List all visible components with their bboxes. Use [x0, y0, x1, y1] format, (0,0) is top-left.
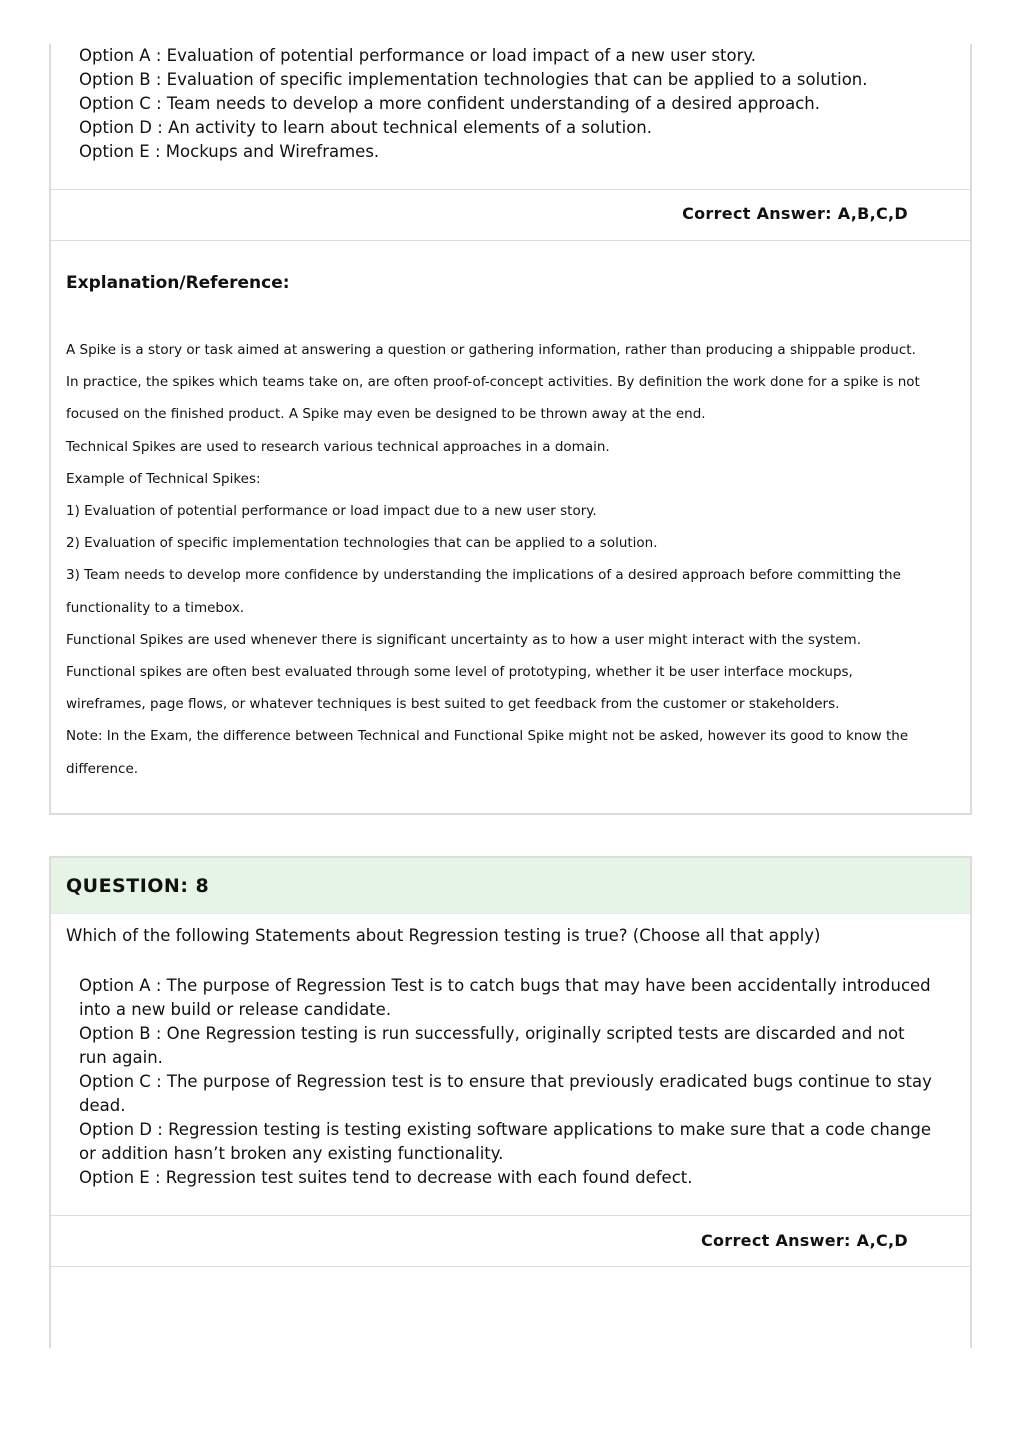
options-list: [79, 44, 940, 164]
divider: [51, 1215, 970, 1216]
question-title: QUESTION: 8: [66, 875, 210, 897]
option-d: Option D : An activity to learn about technical elements of a solution.: [79, 118, 652, 137]
correct-answer: Correct Answer: A,B,C,D: [682, 204, 908, 223]
explanation-line: In practice, the spikes which teams take on, are often proof-of-concept activities. By definition the work done for a spike is not: [66, 374, 920, 391]
option-c: Option C : Team needs to develop a more confident understanding of a desired approach.: [79, 94, 820, 113]
question-header: [51, 858, 970, 914]
explanation-line: A Spike is a story or task aimed at answering a question or gathering information, rather than producing a shippable product.: [66, 342, 916, 358]
explanation-line: 2) Evaluation of specific implementation technologies that can be applied to a solution.: [66, 535, 658, 552]
option-e: Option E : Mockups and Wireframes.: [79, 142, 380, 161]
question-card: [49, 856, 972, 1348]
options-list: [79, 974, 934, 1190]
explanation-title: Explanation/Reference:: [66, 273, 290, 293]
option-a: Option A : The purpose of Regression Test is to catch bugs that may have been accidentally introduced into a new build or release candidate.: [79, 976, 931, 1019]
explanation-line: Functional spikes are often best evaluated through some level of prototyping, whether it be user interface mockups,: [66, 664, 853, 681]
option-e: Option E : Regression test suites tend to decrease with each found defect.: [79, 1168, 693, 1187]
explanation-line: Note: In the Exam, the difference between Technical and Functional Spike might not be asked, however its good to know the: [66, 728, 909, 745]
explanation-line: wireframes, page flows, or whatever techniques is best suited to get feedback from the customer or stakeholders.: [66, 696, 840, 713]
explanation-line: Technical Spikes are used to research various technical approaches in a domain.: [66, 438, 610, 455]
option-b: Option B : Evaluation of specific implementation technologies that can be applied to a solution.: [79, 70, 868, 89]
explanation-line: 1) Evaluation of potential performance or load impact due to a new user story.: [66, 503, 597, 520]
explanation-body: [66, 334, 948, 785]
option-a: Option A : Evaluation of potential performance or load impact of a new user story.: [79, 46, 757, 65]
divider: [51, 240, 970, 241]
explanation-line: functionality to a timebox.: [66, 599, 245, 616]
correct-answer: Correct Answer: A,C,D: [700, 1231, 908, 1250]
option-d: Option D : Regression testing is testing existing software applications to make sure that a code change or addition hasn’t broken any existing functionality.: [79, 1120, 931, 1163]
divider: [51, 189, 970, 190]
option-c: Option C : The purpose of Regression test is to ensure that previously eradicated bugs continue to stay dead.: [79, 1072, 932, 1115]
question-text: Which of the following Statements about Regression testing is true? (Choose all that apply): [66, 926, 821, 945]
divider: [51, 1266, 970, 1267]
explanation-line: Example of Technical Spikes:: [66, 470, 261, 487]
previous-question-card: [49, 44, 972, 815]
explanation-line: focused on the finished product. A Spike may even be designed to be thrown away at the end.: [66, 406, 706, 423]
explanation-line: difference.: [66, 760, 139, 777]
explanation-line: Functional Spikes are used whenever there is significant uncertainty as to how a user might interact with the system.: [66, 631, 862, 648]
option-b: Option B : One Regression testing is run successfully, originally scripted tests are discarded and not run again.: [79, 1024, 905, 1067]
explanation-line: 3) Team needs to develop more confidence by understanding the implications of a desired approach before committing the: [66, 567, 901, 584]
